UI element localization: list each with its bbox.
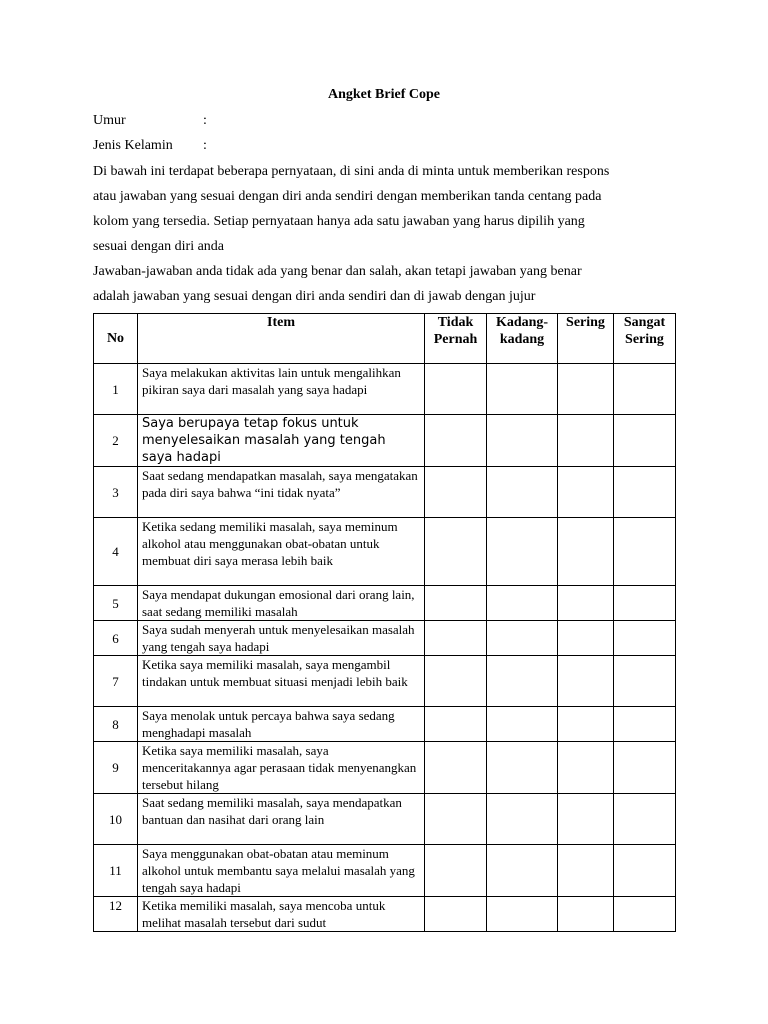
header-sangat-sering: Sangat Sering [614, 314, 676, 364]
row-number: 10 [94, 794, 138, 845]
answer-cell-tidak-pernah[interactable] [425, 897, 487, 932]
answer-cell-tidak-pernah[interactable] [425, 586, 487, 621]
answer-cell-sering[interactable] [558, 364, 614, 415]
answer-cell-kadang-kadang[interactable] [487, 364, 558, 415]
instruction-line: Jawaban-jawaban anda tidak ada yang benar dan salah, akan tetapi jawaban yang benar [93, 264, 582, 279]
row-number: 1 [94, 364, 138, 415]
answer-cell-kadang-kadang[interactable] [487, 794, 558, 845]
instruction-line: kolom yang tersedia. Setiap pernyataan hanya ada satu jawaban yang harus dipilih yang [93, 214, 585, 229]
row-number: 12 [94, 897, 138, 932]
instruction-line: adalah jawaban yang sesuai dengan diri anda sendiri dan di jawab dengan jujur [93, 289, 536, 304]
table-row [94, 656, 676, 707]
table-row [94, 364, 676, 415]
row-number: 6 [94, 621, 138, 656]
answer-cell-tidak-pernah[interactable] [425, 621, 487, 656]
instruction-line: sesuai dengan diri anda [93, 239, 225, 254]
table-row [94, 742, 676, 794]
table-row [94, 586, 676, 621]
answer-cell-kadang-kadang[interactable] [487, 586, 558, 621]
row-number: 11 [94, 845, 138, 897]
answer-cell-tidak-pernah[interactable] [425, 467, 487, 518]
row-number: 3 [94, 467, 138, 518]
instruction-line: Di bawah ini terdapat beberapa pernyataan, di sini anda di minta untuk memberikan respons [93, 164, 610, 179]
answer-cell-tidak-pernah[interactable] [425, 742, 487, 794]
table-row [94, 415, 676, 467]
answer-cell-kadang-kadang[interactable] [487, 845, 558, 897]
table-row [94, 467, 676, 518]
answer-cell-tidak-pernah[interactable] [425, 518, 487, 586]
answer-cell-sering[interactable] [558, 415, 614, 467]
table-row [94, 621, 676, 656]
header-tidak-pernah: Tidak Pernah [425, 314, 487, 364]
answer-cell-kadang-kadang[interactable] [487, 897, 558, 932]
header-item: Item [138, 314, 425, 364]
answer-cell-sering[interactable] [558, 621, 614, 656]
answer-cell-sering[interactable] [558, 656, 614, 707]
field-label: Jenis Kelamin [93, 138, 173, 153]
row-item: Saya berupaya tetap fokus untuk menyelesaikan masalah yang tengah saya hadapi [138, 415, 425, 467]
row-item: Ketika saya memiliki masalah, saya mengambil tindakan untuk membuat situasi menjadi lebih baik [138, 656, 425, 707]
row-number: 5 [94, 586, 138, 621]
row-item: Saya menggunakan obat-obatan atau meminum alkohol untuk membantu saya melalui masalah yang tengah saya hadapi [138, 845, 425, 897]
answer-cell-sering[interactable] [558, 742, 614, 794]
row-item: Saya sudah menyerah untuk menyelesaikan masalah yang tengah saya hadapi [138, 621, 425, 656]
row-number: 9 [94, 742, 138, 794]
table-row [94, 707, 676, 742]
header-kadang-kadang: Kadang-kadang [487, 314, 558, 364]
field-label: Umur [93, 113, 126, 128]
answer-cell-tidak-pernah[interactable] [425, 845, 487, 897]
answer-cell-kadang-kadang[interactable] [487, 621, 558, 656]
instruction-line: atau jawaban yang sesuai dengan diri anda sendiri dengan memberikan tanda centang pada [93, 189, 602, 204]
field-jenis-kelamin [93, 137, 207, 155]
questionnaire-table [93, 313, 676, 932]
answer-cell-sering[interactable] [558, 897, 614, 932]
header-row [94, 314, 676, 364]
header-sering: Sering [558, 314, 614, 364]
answer-cell-sangat-sering[interactable] [614, 897, 676, 932]
answer-cell-sangat-sering[interactable] [614, 415, 676, 467]
answer-cell-tidak-pernah[interactable] [425, 707, 487, 742]
answer-cell-sangat-sering[interactable] [614, 845, 676, 897]
field-separator: : [203, 113, 207, 128]
answer-cell-sering[interactable] [558, 707, 614, 742]
row-item: Saya melakukan aktivitas lain untuk mengalihkan pikiran saya dari masalah yang saya hadapi [138, 364, 425, 415]
answer-cell-sangat-sering[interactable] [614, 742, 676, 794]
table-row [94, 518, 676, 586]
answer-cell-tidak-pernah[interactable] [425, 656, 487, 707]
answer-cell-sering[interactable] [558, 586, 614, 621]
answer-cell-tidak-pernah[interactable] [425, 794, 487, 845]
field-umur [93, 112, 207, 130]
answer-cell-sangat-sering[interactable] [614, 586, 676, 621]
row-item: Saya menolak untuk percaya bahwa saya sedang menghadapi masalah [138, 707, 425, 742]
answer-cell-tidak-pernah[interactable] [425, 364, 487, 415]
row-item: Saat sedang memiliki masalah, saya mendapatkan bantuan dan nasihat dari orang lain [138, 794, 425, 845]
row-item: Saat sedang mendapatkan masalah, saya mengatakan pada diri saya bahwa “ini tidak nyata” [138, 467, 425, 518]
table-row [94, 897, 676, 932]
answer-cell-sangat-sering[interactable] [614, 518, 676, 586]
answer-cell-kadang-kadang[interactable] [487, 467, 558, 518]
answer-cell-kadang-kadang[interactable] [487, 415, 558, 467]
header-no: No [94, 314, 138, 364]
row-number: 4 [94, 518, 138, 586]
table-row [94, 845, 676, 897]
answer-cell-sering[interactable] [558, 518, 614, 586]
answer-cell-sangat-sering[interactable] [614, 467, 676, 518]
answer-cell-sangat-sering[interactable] [614, 364, 676, 415]
table-row [94, 794, 676, 845]
answer-cell-kadang-kadang[interactable] [487, 656, 558, 707]
answer-cell-kadang-kadang[interactable] [487, 707, 558, 742]
answer-cell-sering[interactable] [558, 794, 614, 845]
answer-cell-sangat-sering[interactable] [614, 794, 676, 845]
answer-cell-sering[interactable] [558, 467, 614, 518]
document-title: Angket Brief Cope [328, 87, 440, 102]
answer-cell-sangat-sering[interactable] [614, 707, 676, 742]
row-number: 7 [94, 656, 138, 707]
answer-cell-sangat-sering[interactable] [614, 656, 676, 707]
answer-cell-sangat-sering[interactable] [614, 621, 676, 656]
row-number: 8 [94, 707, 138, 742]
row-item: Saya mendapat dukungan emosional dari orang lain, saat sedang memiliki masalah [138, 586, 425, 621]
row-item: Ketika sedang memiliki masalah, saya meminum alkohol atau menggunakan obat-obatan untuk membuat diri saya merasa lebih baik [138, 518, 425, 586]
row-number: 2 [94, 415, 138, 467]
row-item: Ketika memiliki masalah, saya mencoba untuk melihat masalah tersebut dari sudut [138, 897, 425, 932]
answer-cell-sering[interactable] [558, 845, 614, 897]
answer-cell-kadang-kadang[interactable] [487, 518, 558, 586]
answer-cell-kadang-kadang[interactable] [487, 742, 558, 794]
row-item: Ketika saya memiliki masalah, saya menceritakannya agar perasaan tidak menyenangkan tersebut hilang [138, 742, 425, 794]
field-separator: : [203, 138, 207, 153]
answer-cell-tidak-pernah[interactable] [425, 415, 487, 467]
